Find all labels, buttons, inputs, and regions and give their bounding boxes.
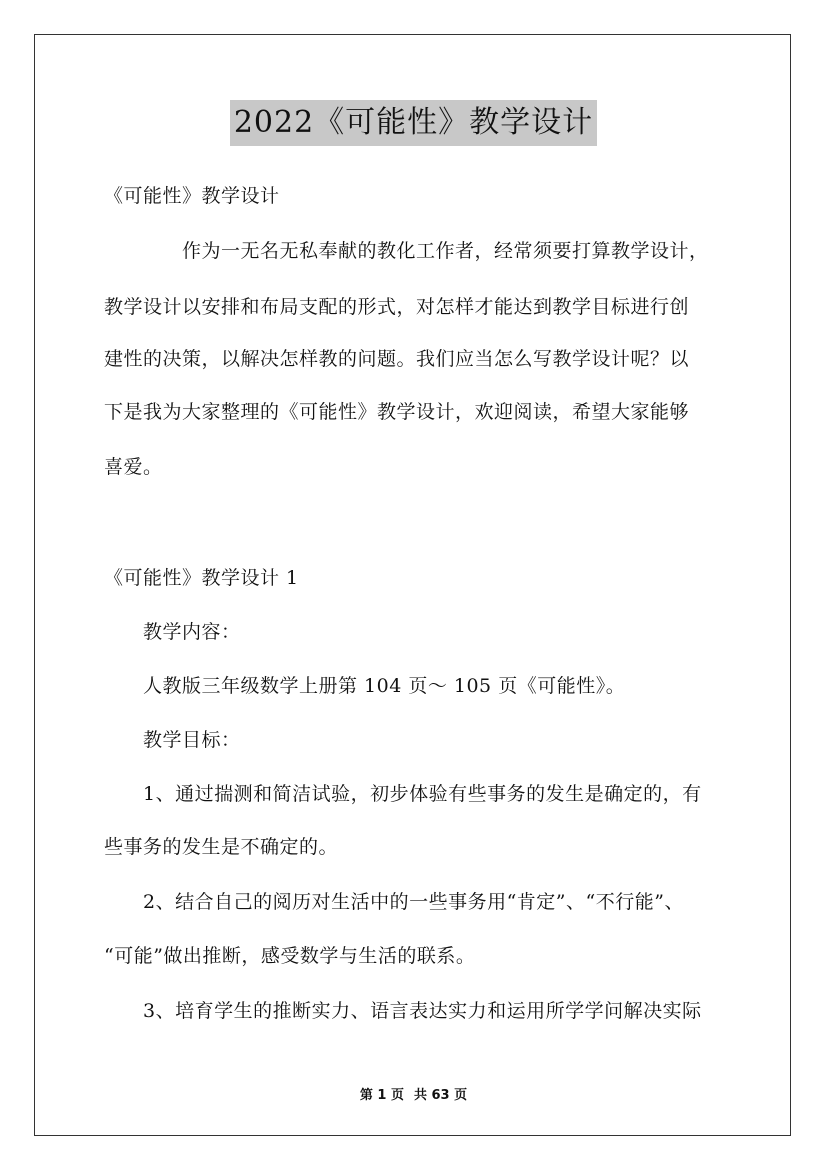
goal-line-4: “可能”做出推断，感受数学与生活的联系。 (104, 945, 476, 967)
intro-line-1: 作为一无名无私奉献的教化工作者，经常须要打算教学设计， (182, 240, 709, 262)
content-heading: 教学内容： (143, 621, 241, 643)
document-title: 2022《可能性》教学设计 (230, 100, 597, 146)
page-total: 共 63 页 (413, 1088, 468, 1103)
goals-heading: 教学目标： (143, 729, 241, 751)
intro-line-5: 喜爱。 (104, 456, 163, 478)
goal-line-5: 3、培育学生的推断实力、语言表达实力和运用所学学问解决实际 (143, 1000, 702, 1022)
goal-line-1: 1、通过揣测和简洁试验，初步体验有些事务的发生是确定的，有 (143, 783, 702, 805)
intro-line-3: 建性的决策，以解决怎样教的问题。我们应当怎么写教学设计呢？以 (104, 348, 690, 370)
goal-line-3: 2、结合自己的阅历对生活中的一些事务用“肯定”、“不行能”、 (143, 891, 684, 913)
subtitle: 《可能性》教学设计 (104, 185, 280, 207)
document-title-wrap (0, 100, 827, 146)
content-text: 人教版三年级数学上册第 104 页～ 105 页《可能性》。 (143, 675, 626, 697)
intro-line-2: 教学设计以安排和布局支配的形式，对怎样才能达到教学目标进行创 (104, 296, 690, 318)
goal-line-2: 些事务的发生是不确定的。 (104, 836, 339, 858)
page-footer (0, 1084, 827, 1103)
intro-line-4: 下是我为大家整理的《可能性》教学设计，欢迎阅读，希望大家能够 (104, 401, 690, 423)
page-number: 第 1 页 (359, 1088, 404, 1103)
section-title: 《可能性》教学设计 1 (104, 567, 299, 589)
